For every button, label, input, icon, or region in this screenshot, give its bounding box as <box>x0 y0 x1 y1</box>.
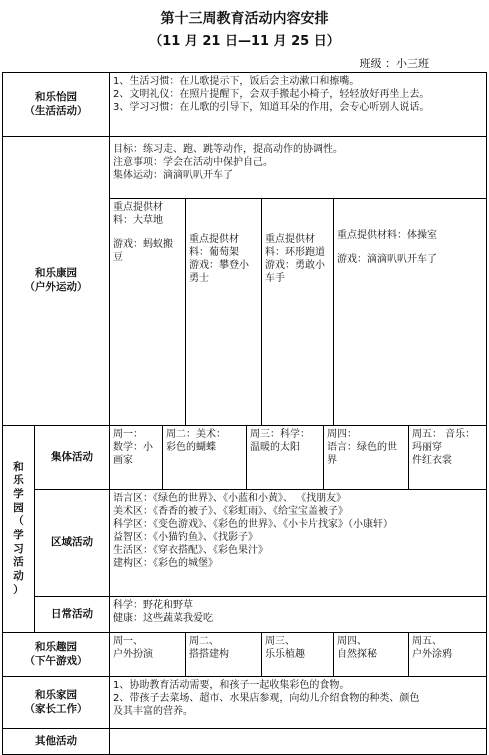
life-line: 3、学习习惯：在儿歌的引导下，知道耳朵的作用，会专心听别人说话。 <box>113 102 430 113</box>
health-day-tue: 重点提供材料：葡萄架 游戏：攀登小勇士 <box>186 199 262 426</box>
life-section-label: 和乐怡园 （生活活动） <box>3 73 110 137</box>
group-day-thu: 周四： 语言：绿色的世界 <box>324 426 409 490</box>
date-range: （11 月 21 日—11 月 25 日） <box>149 34 340 49</box>
fun-day-tue: 周二、 搭搭建构 <box>186 633 262 677</box>
life-row <box>3 73 487 137</box>
group-day-tue: 周二：美术： 彩色的蝴蝶 <box>163 426 247 490</box>
area-activity-label: 区域活动 <box>35 490 110 597</box>
study-group-row <box>3 426 487 490</box>
daily-activity-label: 日常活动 <box>35 597 110 633</box>
schedule-table <box>2 72 487 755</box>
fun-day-mon: 周一、 户外扮演 <box>110 633 186 677</box>
health-group: 集体运动：滴滴叭叭开车了 <box>113 170 233 181</box>
home-section-label: 和乐家园 （家长工作） <box>3 677 110 729</box>
study-daily-row <box>3 597 487 633</box>
fun-day-fri: 周五、 户外涂鸦 <box>409 633 487 677</box>
group-day-wed: 周三：科学： 温暖的太阳 <box>247 426 324 490</box>
other-section-label: 其他活动 <box>3 729 110 755</box>
page-title: 第十三周教育活动内容安排 <box>160 11 329 27</box>
area-line: 益智区：《小猫钓鱼》、《找影子》 <box>113 532 258 543</box>
study-area-row <box>3 490 487 597</box>
study-section-label: 和 乐 学 园 （ 学 习 活 动 ） <box>3 426 35 633</box>
home-line: 2、带孩子去菜场、超市、水果店参观，向幼儿介绍食物的种类、颜色 <box>113 693 420 704</box>
fun-day-wed: 周三、 乐乐植趣 <box>262 633 334 677</box>
group-day-mon: 周一： 数学：小画家 <box>110 426 163 490</box>
life-line: 1、生活习惯：在儿歌提示下，饭后会主动漱口和擦嘴。 <box>113 76 360 87</box>
health-day-mon: 重点提供材料：大草地 游戏：蚂蚁搬豆 <box>110 199 186 426</box>
home-line: 及其丰富的营养。 <box>113 706 193 717</box>
area-content <box>110 490 487 597</box>
area-line: 科学区：《变色游戏》、《彩色的世界》、《小卡片找家》（小康轩） <box>113 519 393 530</box>
fun-section-label: 和乐趣园 （下午游戏） <box>3 633 110 677</box>
health-day-thu: 重点提供材料：体操室 游戏：滴滴叭叭开车了 <box>334 199 487 426</box>
health-day-wed: 重点提供材料：环形跑道 游戏：勇敢小车手 <box>262 199 334 426</box>
health-note: 注意事项：学会在活动中保护自己。 <box>113 157 273 168</box>
area-line: 语言区：《绿色的世界》、《小蓝和小黄》、 《找朋友》 <box>113 493 347 504</box>
area-line: 美术区：《香香的被子》、《彩虹雨》、《给宝宝盖被子》 <box>113 506 348 517</box>
health-section-label: 和乐康园 （户外运动） <box>3 137 110 426</box>
daily-content <box>110 597 487 633</box>
group-day-fri: 周五： 音乐：玛丽穿 件红衣裳 <box>409 426 487 490</box>
health-general <box>110 137 487 199</box>
home-content <box>110 677 487 729</box>
area-line: 生活区：《穿衣搭配》、《彩色果汁》 <box>113 545 268 556</box>
group-activity-label: 集体活动 <box>35 426 110 490</box>
area-line: 建构区：《彩色的城堡》 <box>113 558 218 569</box>
life-line: 2、文明礼仪：在照片提醒下，会双手搬起小椅子，轻轻放好再坐上去。 <box>113 89 430 100</box>
other-row <box>3 729 487 755</box>
home-row <box>3 677 487 729</box>
fun-row <box>3 633 487 677</box>
other-content <box>110 729 487 755</box>
health-top-row <box>3 137 487 199</box>
fun-day-thu: 周四、 自然探秘 <box>334 633 409 677</box>
daily-line: 科学：野花和野草 <box>113 600 193 611</box>
life-content <box>110 73 487 137</box>
class-label: 班级 ：小三班 <box>359 57 429 70</box>
daily-line: 健康：这些蔬菜我爱吃 <box>113 613 213 624</box>
home-line: 1、协助教育活动需要，和孩子一起收集彩色的食物。 <box>113 680 350 691</box>
health-goal: 目标：练习走、跑、跳等动作，提高动作的协调性。 <box>113 144 343 155</box>
